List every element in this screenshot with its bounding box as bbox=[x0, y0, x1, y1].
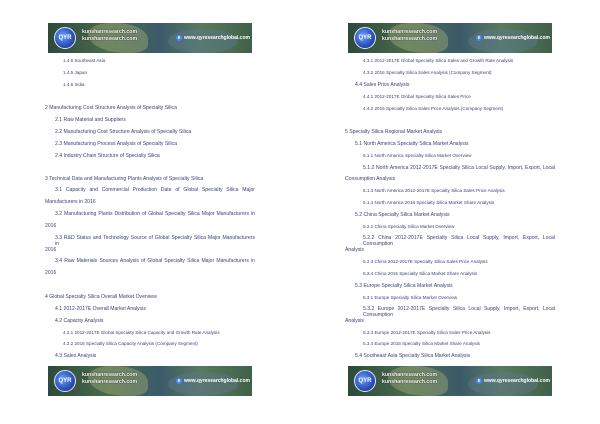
toc-entry-cont: Manufacturers in 2016 bbox=[45, 199, 96, 205]
qyr-logo-icon: QYR bbox=[54, 370, 76, 392]
banner-site-text: www.qyresearchglobal.com bbox=[184, 378, 250, 384]
toc-entry[interactable]: 3 Technical Data and Manufacturing Plants Analysis of Specialty Silica bbox=[45, 176, 204, 182]
toc-entry[interactable]: 5.1 North America Specialty Silica Market Analysis bbox=[355, 141, 469, 147]
toc-entry[interactable]: 5.3.3 Europe 2012-2017E Specialty Silica Sales Price Analysis bbox=[363, 330, 491, 335]
banner-url-2[interactable]: kunshanresearch.com bbox=[82, 379, 138, 385]
banner-urls bbox=[382, 372, 437, 386]
toc-entry[interactable]: 4.4.1 2012-2017E Global Specialty Silica Sales Price bbox=[363, 94, 471, 99]
toc-entry[interactable]: 5.1.4 North America 2016 Specialty Silica Market Share Analysis bbox=[363, 200, 495, 205]
banner-url-1[interactable]: kunshanresearch.com bbox=[382, 372, 438, 378]
toc-entry[interactable]: 4.3.2 2016 Specialty Silica Sales Analysis (Company Segment) bbox=[363, 70, 492, 75]
banner-site[interactable] bbox=[476, 35, 550, 41]
toc-entry[interactable]: 4.4 Sales Price Analysis bbox=[355, 82, 410, 88]
toc-entry[interactable]: 1.4.6 India bbox=[63, 82, 85, 87]
toc-entry-cont: Analysis bbox=[345, 318, 364, 324]
toc-entry[interactable]: 4.4.2 2016 Specialty Silica Sales Price Analysis (Company Segment) bbox=[363, 106, 504, 111]
toc-entry[interactable]: 1.4.5 Southeast Asia bbox=[63, 58, 106, 63]
footer-banner bbox=[48, 366, 252, 396]
right-page bbox=[300, 0, 600, 424]
toc-entry[interactable]: 5.4 Southeast Asia Specialty Silica Market Analysis bbox=[355, 353, 471, 359]
toc-entry[interactable]: 4.1 2012-2017E Overall Market Analysis bbox=[55, 306, 146, 312]
toc-entry[interactable]: 2.4 Industry Chain Structure of Specialty Silica bbox=[55, 153, 160, 159]
toc-entry[interactable]: 5.2.2 China 2012-2017E Specialty Silica Local Supply, Import, Export, Local Consumption bbox=[363, 235, 555, 247]
globe-icon: e bbox=[177, 378, 181, 384]
toc-entry-cont: 2016 bbox=[45, 223, 57, 229]
qyr-logo-icon: QYR bbox=[354, 370, 376, 392]
qyr-logo-icon: QYR bbox=[354, 27, 376, 49]
header-banner bbox=[48, 23, 252, 53]
toc-entry-cont: Consumption Analysis bbox=[345, 176, 396, 182]
toc-entry[interactable]: 5.2.1 China Specialty Silica Market Overview bbox=[363, 224, 455, 229]
header-banner bbox=[348, 23, 552, 53]
toc-entry[interactable]: 3.1 Capacity and Commercial Production Date of Global Specialty Silica Major bbox=[55, 187, 255, 193]
toc-entry[interactable]: 5.3 Europe Specialty Silica Market Analysis bbox=[355, 283, 453, 289]
toc-entry[interactable]: 5 Specialty Silica Regional Market Analysis bbox=[345, 129, 443, 135]
footer-banner bbox=[348, 366, 552, 396]
banner-site-text: www.qyresearchglobal.com bbox=[484, 35, 550, 41]
toc-entry[interactable]: 4 Global Specialty Silica Overall Market Overview bbox=[45, 294, 157, 300]
toc-entry[interactable]: 3.4 Raw Materials Sources Analysis of Global Specialty Silica Major Manufacturers in bbox=[55, 258, 255, 264]
toc-entry[interactable]: 4.3.1 2012-2017E Global Specialty Silica Sales and Growth Rate Analysis bbox=[363, 58, 514, 63]
globe-icon: e bbox=[477, 378, 481, 384]
toc-entry[interactable]: 1.4.5 Japan bbox=[63, 70, 88, 75]
banner-url-2[interactable]: kunshanresearch.com bbox=[382, 379, 438, 385]
globe-icon: e bbox=[177, 35, 181, 41]
toc-entry-cont: 2016 bbox=[45, 270, 57, 276]
banner-urls bbox=[382, 29, 437, 43]
banner-site-text: www.qyresearchglobal.com bbox=[484, 378, 550, 384]
banner-site[interactable] bbox=[176, 378, 250, 384]
toc-entry[interactable]: 4.2.1 2012-2017E Global Specialty Silica Capacity and Growth Rate Analysis bbox=[63, 330, 220, 335]
qyr-logo-icon: QYR bbox=[54, 27, 76, 49]
globe-icon: e bbox=[477, 35, 481, 41]
banner-url-2[interactable]: kunshanresearch.com bbox=[382, 36, 438, 42]
toc-entry[interactable]: 5.2 China Specialty Silica Market Analysis bbox=[355, 212, 450, 218]
banner-urls bbox=[82, 372, 137, 386]
toc-entry[interactable]: 2.3 Manufacturing Process Analysis of Specialty Silica bbox=[55, 141, 178, 147]
toc-entry[interactable]: 2.2 Manufacturing Cost Structure Analysis of Specialty Silica bbox=[55, 129, 192, 135]
banner-url-1[interactable]: kunshanresearch.com bbox=[382, 29, 438, 35]
toc-entry[interactable]: 5.1.1 North America Specialty Silica Market Overview bbox=[363, 153, 472, 158]
banner-site[interactable] bbox=[176, 35, 250, 41]
toc-entry[interactable]: 5.2.3 China 2012-2017E Specialty Silica Sales Price Analysis bbox=[363, 259, 488, 264]
toc-entry[interactable]: 5.1.2 North America 2012-2017E Specialty Silica Local Supply, Import, Export, Local bbox=[363, 165, 555, 171]
toc-entry[interactable]: 3.3 R&D Status and Technology Source of Global Specialty Silica Major Manufacturers in bbox=[55, 235, 255, 247]
toc-entry[interactable]: 5.3.4 Europe 2016 Specialty Silica Market Share Analysis bbox=[363, 341, 480, 346]
toc-entry[interactable]: 2.1 Raw Material and Suppliers bbox=[55, 117, 126, 123]
banner-urls bbox=[82, 29, 137, 43]
banner-url-2[interactable]: kunshanresearch.com bbox=[82, 36, 138, 42]
banner-url-1[interactable]: kunshanresearch.com bbox=[82, 372, 138, 378]
banner-site-text: www.qyresearchglobal.com bbox=[184, 35, 250, 41]
banner-site[interactable] bbox=[476, 378, 550, 384]
toc-entry[interactable]: 5.2.4 China 2016 Specialty Silica Market Share Analysis bbox=[363, 271, 478, 276]
toc-entry[interactable]: 5.1.3 North America 2012-2017E Specialty Silica Sales Price Analysis bbox=[363, 188, 505, 193]
toc-entry-cont: Analysis bbox=[345, 247, 364, 253]
toc-entry[interactable]: 4.2 Capacity Analysis bbox=[55, 318, 104, 324]
toc-entry[interactable]: 5.3.1 Europe Specialty Silica Market Overview bbox=[363, 295, 458, 300]
toc-entry-cont: 2016 bbox=[45, 247, 57, 253]
toc-entry[interactable]: 5.3.2 Europe 2012-2017E Specialty Silica Local Supply, Import, Export, Local Consumption bbox=[363, 306, 555, 318]
toc-entry[interactable]: 4.3 Sales Analysis bbox=[55, 353, 97, 359]
toc-entry[interactable]: 4.2.2 2016 Specialty Silica Capacity Analysis (Company Segment) bbox=[63, 341, 198, 346]
toc-entry[interactable]: 3.2 Manufacturing Plants Distribution of Global Specialty Silica Major Manufacturers in bbox=[55, 211, 255, 217]
toc-entry[interactable]: 2 Manufacturing Cost Structure Analysis of Specialty Silica bbox=[45, 105, 177, 111]
banner-url-1[interactable]: kunshanresearch.com bbox=[82, 29, 138, 35]
